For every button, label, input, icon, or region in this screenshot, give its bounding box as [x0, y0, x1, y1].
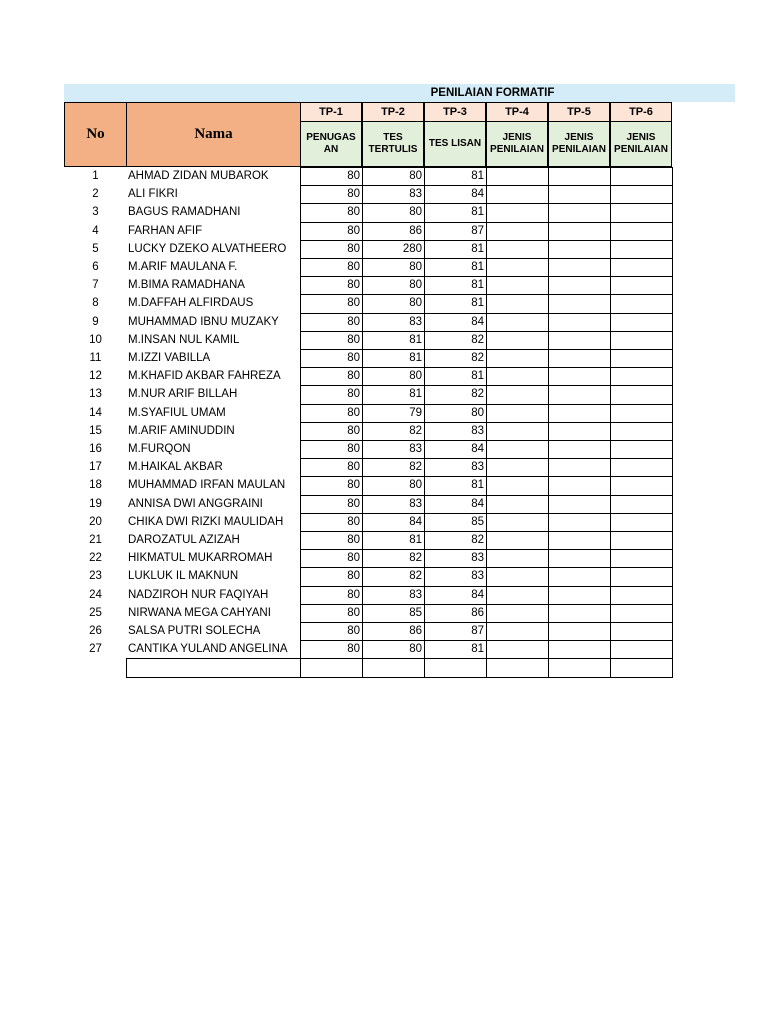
score-cell[interactable] [486, 222, 549, 241]
score-cell[interactable] [610, 531, 673, 550]
row-score-tp3[interactable]: 86 [471, 606, 484, 619]
score-cell[interactable] [548, 203, 611, 222]
score-cell[interactable] [548, 385, 611, 404]
score-cell[interactable] [548, 531, 611, 550]
header-tp-4[interactable]: TP-4 [486, 102, 548, 122]
score-cell[interactable] [610, 495, 673, 514]
row-no[interactable]: 11 [89, 352, 102, 364]
row-nama[interactable]: DAROZATUL AZIZAH [128, 534, 240, 546]
score-cell[interactable] [610, 658, 673, 677]
row-nama[interactable]: CANTIKA YULAND ANGELINA [128, 643, 288, 656]
score-cell[interactable] [486, 385, 549, 404]
header-jenis-label: PENUGAS AN [306, 132, 356, 155]
row-score-tp3[interactable]: 84 [471, 315, 484, 328]
score-cell[interactable] [486, 313, 549, 332]
row-score-tp1[interactable]: 80 [347, 315, 360, 328]
score-cell[interactable] [486, 331, 549, 350]
score-cell[interactable] [548, 458, 611, 477]
row-score-tp2[interactable]: 81 [409, 534, 422, 546]
score-cell[interactable] [548, 167, 611, 186]
row-score-tp3[interactable]: 81 [471, 297, 484, 310]
score-cell[interactable] [610, 385, 673, 404]
score-cell[interactable] [424, 658, 487, 677]
score-cell[interactable] [548, 349, 611, 368]
score-cell[interactable] [486, 422, 549, 441]
row-score-tp1[interactable]: 80 [347, 279, 360, 292]
header-jenis-4[interactable] [486, 121, 548, 167]
score-cell[interactable] [548, 622, 611, 641]
row-score-tp3[interactable]: 83 [471, 424, 484, 437]
score-cell[interactable] [486, 404, 549, 423]
score-cell[interactable] [548, 222, 611, 241]
row-nama[interactable]: SALSA PUTRI SOLECHA [128, 625, 261, 637]
score-cell[interactable] [548, 440, 611, 459]
row-no[interactable]: 17 [89, 461, 102, 474]
row-no[interactable]: 22 [89, 552, 102, 565]
row-nama[interactable]: M.FURQON [128, 443, 191, 455]
score-cell[interactable] [548, 404, 611, 423]
header-jenis-label: JENIS PENILAIAN [552, 132, 606, 155]
row-score-tp1[interactable]: 80 [347, 588, 360, 601]
score-cell[interactable] [548, 567, 611, 586]
row-nama[interactable]: MUHAMMAD IBNU MUZAKY [128, 315, 279, 328]
row-score-tp1[interactable]: 80 [347, 224, 360, 237]
score-cell[interactable] [548, 586, 611, 605]
score-cell[interactable] [548, 422, 611, 441]
row-score-tp3[interactable]: 82 [471, 333, 484, 346]
row-score-tp1[interactable]: 80 [347, 206, 360, 219]
row-no[interactable]: 18 [89, 479, 102, 492]
score-cell[interactable] [486, 349, 549, 368]
row-score-tp3[interactable]: 82 [471, 534, 484, 546]
row-score-tp2[interactable]: 83 [409, 497, 422, 510]
row-score-tp2[interactable]: 80 [409, 170, 422, 182]
row-score-tp1[interactable]: 80 [347, 370, 360, 383]
row-score-tp1[interactable]: 80 [347, 352, 360, 364]
score-cell[interactable] [610, 549, 673, 568]
row-nama[interactable]: M.ARIF AMINUDDIN [128, 424, 235, 437]
score-cell[interactable] [610, 276, 673, 295]
score-cell[interactable] [610, 640, 673, 659]
score-cell[interactable] [610, 476, 673, 495]
row-score-tp1[interactable]: 80 [347, 534, 360, 546]
row-nama[interactable]: FARHAN AFIF [128, 224, 203, 237]
row-no[interactable]: 5 [92, 242, 99, 255]
row-nama[interactable]: CHIKA DWI RIZKI MAULIDAH [128, 515, 284, 528]
score-cell[interactable] [548, 313, 611, 332]
header-jenis-label: JENIS PENILAIAN [614, 132, 668, 155]
row-score-tp2[interactable]: 80 [409, 479, 422, 492]
header-jenis-6[interactable] [610, 121, 672, 167]
row-nama[interactable]: BAGUS RAMADHANI [128, 206, 241, 219]
row-score-tp3[interactable]: 80 [471, 406, 484, 419]
row-nama[interactable]: M.BIMA RAMADHANA [128, 279, 245, 292]
row-score-tp2[interactable]: 86 [409, 224, 422, 237]
row-score-tp1[interactable]: 80 [347, 515, 360, 528]
row-nama[interactable]: M.IZZI VABILLA [128, 352, 211, 364]
row-nama[interactable]: M.SYAFIUL UMAM [128, 406, 226, 419]
score-cell[interactable] [548, 240, 611, 259]
score-cell[interactable] [610, 622, 673, 641]
row-score-tp2[interactable]: 83 [409, 188, 422, 201]
row-nama[interactable]: M.KHAFID AKBAR FAHREZA [128, 370, 281, 383]
row-score-tp1[interactable]: 80 [347, 552, 360, 565]
header-jenis-label: JENIS PENILAIAN [490, 132, 544, 155]
row-score-tp3[interactable]: 87 [471, 224, 484, 237]
row-score-tp2[interactable]: 82 [409, 424, 422, 437]
row-score-tp2[interactable]: 80 [409, 643, 422, 656]
score-cell[interactable] [548, 658, 611, 677]
row-score-tp3[interactable]: 81 [471, 279, 484, 292]
score-cell[interactable] [486, 203, 549, 222]
score-cell[interactable] [548, 294, 611, 313]
header-tp-5[interactable]: TP-5 [548, 102, 610, 122]
row-score-tp3[interactable]: 82 [471, 388, 484, 401]
score-cell[interactable] [610, 513, 673, 532]
score-cell[interactable] [486, 658, 549, 677]
row-no[interactable]: 8 [92, 297, 99, 310]
row-score-tp3[interactable]: 84 [471, 497, 484, 510]
row-nama[interactable]: ALI FIKRI [128, 188, 178, 201]
score-cell[interactable] [610, 294, 673, 313]
score-cell[interactable] [548, 640, 611, 659]
score-cell[interactable] [610, 222, 673, 241]
row-nama[interactable]: HIKMATUL MUKARROMAH [128, 552, 273, 565]
row-no[interactable]: 24 [89, 588, 102, 601]
row-score-tp2[interactable]: 280 [402, 242, 422, 255]
score-cell[interactable] [486, 276, 549, 295]
header-jenis-5[interactable] [548, 121, 610, 167]
score-cell[interactable] [486, 640, 549, 659]
row-score-tp1[interactable]: 80 [347, 479, 360, 492]
header-no[interactable]: No [64, 102, 127, 167]
score-cell[interactable] [610, 331, 673, 350]
row-nama[interactable]: M.DAFFAH ALFIRDAUS [128, 297, 254, 310]
score-cell[interactable] [610, 313, 673, 332]
score-cell[interactable] [610, 586, 673, 605]
header-jenis-label: TES LISAN [428, 138, 482, 149]
row-no[interactable]: 19 [89, 497, 102, 510]
row-score-tp2[interactable]: 83 [409, 443, 422, 455]
score-cell[interactable] [548, 476, 611, 495]
row-score-tp3[interactable]: 82 [471, 352, 484, 364]
row-score-tp1[interactable]: 80 [347, 188, 360, 201]
row-score-tp2[interactable]: 80 [409, 279, 422, 292]
score-cell[interactable] [610, 440, 673, 459]
score-cell[interactable] [548, 185, 611, 204]
score-cell[interactable] [486, 258, 549, 277]
row-no[interactable]: 12 [89, 370, 102, 383]
score-cell[interactable] [548, 276, 611, 295]
row-score-tp1[interactable]: 80 [347, 497, 360, 510]
score-cell[interactable] [486, 458, 549, 477]
header-tp-6[interactable]: TP-6 [610, 102, 672, 122]
score-cell[interactable] [486, 294, 549, 313]
score-cell[interactable] [486, 513, 549, 532]
score-cell[interactable] [486, 586, 549, 605]
row-score-tp3[interactable]: 84 [471, 588, 484, 601]
row-no[interactable]: 10 [89, 333, 102, 346]
header-jenis-2[interactable] [362, 121, 424, 167]
row-nama[interactable]: ANNISA DWI ANGGRAINI [128, 497, 263, 510]
row-no[interactable]: 25 [89, 606, 102, 619]
header-tp-3[interactable]: TP-3 [424, 102, 486, 122]
row-score-tp3[interactable]: 83 [471, 461, 484, 474]
row-score-tp1[interactable]: 80 [347, 424, 360, 437]
score-cell[interactable] [548, 549, 611, 568]
row-no[interactable]: 4 [92, 224, 99, 237]
row-score-tp2[interactable]: 85 [409, 606, 422, 619]
row-nama[interactable]: MUHAMMAD IRFAN MAULAN [128, 479, 286, 492]
row-nama[interactable]: NIRWANA MEGA CAHYANI [128, 606, 271, 619]
row-score-tp3[interactable]: 81 [471, 643, 484, 656]
row-score-tp2[interactable]: 80 [409, 297, 422, 310]
row-score-tp2[interactable]: 82 [409, 552, 422, 565]
score-cell[interactable] [548, 604, 611, 623]
row-nama[interactable]: M.HAIKAL AKBAR [128, 461, 223, 474]
row-score-tp1[interactable]: 80 [347, 625, 360, 637]
score-cell[interactable] [486, 567, 549, 586]
row-nama[interactable]: LUCKY DZEKO ALVATHEERO [128, 242, 287, 255]
row-score-tp1[interactable]: 80 [347, 333, 360, 346]
row-no[interactable]: 9 [92, 315, 99, 328]
row-no[interactable]: 3 [92, 206, 99, 219]
row-score-tp3[interactable]: 85 [471, 515, 484, 528]
score-cell[interactable] [610, 567, 673, 586]
row-nama[interactable]: AHMAD ZIDAN MUBAROK [128, 170, 269, 182]
row-score-tp2[interactable]: 82 [409, 461, 422, 474]
row-no[interactable]: 16 [89, 443, 102, 455]
row-score-tp1[interactable]: 80 [347, 388, 360, 401]
score-cell[interactable] [548, 495, 611, 514]
score-cell[interactable] [300, 658, 363, 677]
row-score-tp3[interactable]: 81 [471, 261, 484, 273]
score-cell[interactable] [610, 367, 673, 386]
row-no[interactable]: 14 [89, 406, 102, 419]
row-score-tp2[interactable]: 80 [409, 206, 422, 219]
row-no[interactable]: 7 [92, 279, 99, 292]
row-no[interactable]: 20 [89, 515, 102, 528]
row-score-tp2[interactable]: 82 [409, 570, 422, 583]
row-no[interactable]: 1 [92, 170, 99, 182]
score-cell[interactable] [610, 240, 673, 259]
score-cell[interactable] [610, 604, 673, 623]
row-score-tp2[interactable]: 80 [409, 370, 422, 383]
row-nama[interactable]: NADZIROH NUR FAQIYAH [128, 588, 269, 601]
row-score-tp3[interactable]: 81 [471, 479, 484, 492]
score-cell[interactable] [486, 167, 549, 186]
score-cell[interactable] [486, 495, 549, 514]
row-score-tp2[interactable]: 81 [409, 388, 422, 401]
score-cell[interactable] [486, 622, 549, 641]
row-nama[interactable]: M.ARIF MAULANA F. [128, 261, 238, 273]
row-score-tp3[interactable]: 81 [471, 370, 484, 383]
row-score-tp2[interactable]: 81 [409, 352, 422, 364]
score-cell[interactable] [548, 331, 611, 350]
row-nama[interactable]: M.INSAN NUL KAMIL [128, 333, 240, 346]
row-score-tp2[interactable]: 80 [409, 261, 422, 273]
score-cell[interactable] [486, 476, 549, 495]
score-cell[interactable] [486, 604, 549, 623]
score-cell[interactable] [610, 167, 673, 186]
score-cell[interactable] [486, 531, 549, 550]
score-cell[interactable] [486, 367, 549, 386]
row-score-tp1[interactable]: 80 [347, 261, 360, 273]
row-no[interactable]: 21 [89, 534, 102, 546]
row-no[interactable]: 15 [89, 424, 102, 437]
row-score-tp3[interactable]: 81 [471, 206, 484, 219]
row-score-tp1[interactable]: 80 [347, 570, 360, 583]
score-cell[interactable] [610, 404, 673, 423]
row-score-tp3[interactable]: 84 [471, 443, 484, 455]
row-score-tp1[interactable]: 80 [347, 461, 360, 474]
row-no[interactable]: 26 [89, 625, 102, 637]
score-cell[interactable] [610, 458, 673, 477]
row-nama[interactable]: LUKLUK IL MAKNUN [128, 570, 239, 583]
row-score-tp3[interactable]: 84 [471, 188, 484, 201]
score-cell[interactable] [362, 658, 425, 677]
header-jenis-label: TES TERTULIS [368, 132, 418, 155]
header-tp-2[interactable]: TP-2 [362, 102, 424, 122]
score-cell[interactable] [610, 349, 673, 368]
row-score-tp1[interactable]: 80 [347, 170, 360, 182]
row-no[interactable]: 27 [89, 643, 102, 656]
row-score-tp2[interactable]: 83 [409, 315, 422, 328]
row-score-tp1[interactable]: 80 [347, 606, 360, 619]
score-cell[interactable] [486, 549, 549, 568]
score-cell[interactable] [486, 185, 549, 204]
header-tp-1[interactable]: TP-1 [300, 102, 362, 122]
score-cell[interactable] [486, 240, 549, 259]
score-cell[interactable] [548, 367, 611, 386]
score-cell[interactable] [548, 258, 611, 277]
row-score-tp3[interactable]: 87 [471, 625, 484, 637]
sheet-title: PENILAIAN FORMATIF [430, 87, 555, 99]
row-no[interactable]: 2 [92, 188, 99, 201]
score-cell[interactable] [610, 185, 673, 204]
row-score-tp1[interactable]: 80 [347, 242, 360, 255]
row-score-tp2[interactable]: 86 [409, 625, 422, 637]
score-cell[interactable] [610, 203, 673, 222]
row-score-tp1[interactable]: 80 [347, 297, 360, 310]
row-no[interactable]: 23 [89, 570, 102, 583]
row-score-tp3[interactable]: 81 [471, 242, 484, 255]
row-score-tp3[interactable]: 83 [471, 570, 484, 583]
header-jenis-1[interactable] [300, 121, 362, 167]
header-jenis-3[interactable] [424, 121, 486, 167]
row-score-tp1[interactable]: 80 [347, 443, 360, 455]
empty-nama-cell[interactable] [126, 658, 301, 677]
score-cell[interactable] [486, 440, 549, 459]
row-score-tp3[interactable]: 83 [471, 552, 484, 565]
row-no[interactable]: 6 [92, 261, 99, 273]
row-score-tp2[interactable]: 84 [409, 515, 422, 528]
score-cell[interactable] [610, 258, 673, 277]
row-score-tp2[interactable]: 83 [409, 588, 422, 601]
row-nama[interactable]: M.NUR ARIF BILLAH [128, 388, 238, 401]
row-no[interactable]: 13 [89, 388, 102, 401]
row-score-tp2[interactable]: 81 [409, 333, 422, 346]
row-score-tp1[interactable]: 80 [347, 406, 360, 419]
row-score-tp3[interactable]: 81 [471, 170, 484, 182]
score-cell[interactable] [610, 422, 673, 441]
row-score-tp1[interactable]: 80 [347, 643, 360, 656]
score-cell[interactable] [548, 513, 611, 532]
row-score-tp2[interactable]: 79 [409, 406, 422, 419]
header-nama[interactable]: Nama [126, 102, 301, 167]
